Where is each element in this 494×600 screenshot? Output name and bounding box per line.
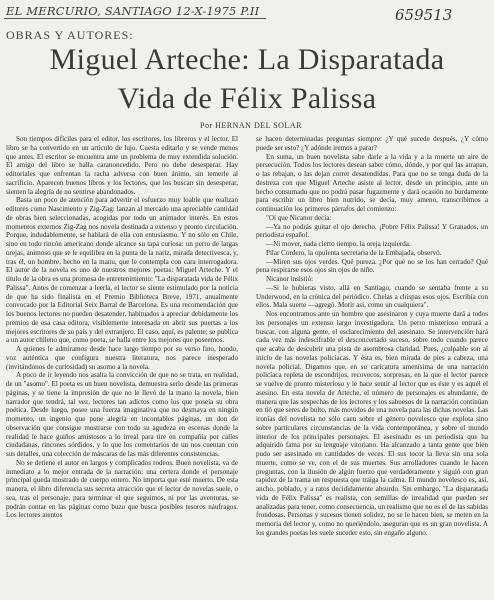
paragraph: Nos encontramos ante un hombre que asesinaron y cuya muerte dará a todos los personajes un extenso largo investigadora. Un perro misterioso entrará a buscar, con alguna gente, el esclarecimiento del asesinato. Se intervención hará cada vez más indescifrable el desconcertado suceso, sobre todo cuando parece que acaba de descubrir una pista de asombrosa claridad. Pues, ¿culpable son al inicio de las novelas policíacas. Y ésta es, bien mirada de pies a cabeza, una novela policial. Digamos que, en su caricatura amenísima de una narración policíaca repleta de escondrijos, recovecos, sorpresas, en la que el lector parece se vuelve de pronto misterioso y le hace sentir al lector que es éste y es aquél el asesino. En esta novela de Arteche, el número de personajes es abundante, de manera que las sospechas de los lectores y los sabuesos de la narración continúan en tíó que seres de bulto, más movidos de una novela para las dichas novelas. Las ironías del novelista no sólo caen sobre el género novelesco que explota sino sobre particulares circunstancias de la vida contemporánea, y sobre el mundo interior de los principales personajes. El asesinado es un periodista que ha adquirido fama por su lenguaje vitoriano. Ha alcanzado a tanta gente que bien pudo ser asesinado en cantidades de veces. El sus tocor la lleva sin una sola muerte, como se ve, con el de sus muertes. Sus arrolladores cuando le hacen preguntas, con la ilusión de algún fuerzo que verdaderamente y siguió con gran rapidez de la trama un respuesta que traiga la calma. El mundo novelesco es, así, ancho, poblado, y a ratos decididamente absurdo. Sin embargo, "La disparatada vida de Félix Palissa" es realista, con semillas de irrealidad que pueden ser analizadas para tener, como consecuencia, un realismo que no es el de las sabidas frondosas. Personas y sucesos tienen solidez, no se le hacen bien, se meten en la memoria del lector y, como no queriéndolo, aseguran que es un gran novelista. A los grandes poetas les suele suceder esto, sin engaño alguno.	[256, 310, 488, 537]
paragraph: En suma, un buen novelista sabe darle a la vida y a la muerte un aire de persecución. Todos los lectores desean saber cómo, dónde, y por qué las atrapan, o las rebajan, o las dejan correr desatendidas. Para que no se tenga duda de la destreza con que Miguel Arteche asiste al lector, desde un principio, ante un hecho consumado que no podrá pasar fugazmente y dará ocasión no burdamente para escribir un libro bien nutrido, se decía, muy ameno, transcribimos a continuación los primeros párrafos del comienzo:	[256, 152, 488, 213]
section-heading: OBRAS Y AUTORES:	[6, 28, 134, 42]
paragraph: Nicanor insistió:	[266, 275, 314, 283]
source-annotation: EL MERCURIO, SANTIAGO 12-X-1975 P.II	[6, 4, 260, 18]
paragraph: Pilar Cordero, la opulenta secretaria de la Embajada, observó.	[266, 248, 442, 257]
article-column-left	[6, 135, 238, 600]
paragraph: "Oí que Nicanor decía:	[266, 213, 332, 222]
paragraph: Son tiempos difíciles para el editor, los escritores, los libreros y el lector. El libro se ha convertido en un artículo de lujo. Cuesta editarlo y se vende menos que antes. El escritor se encuentra ante un problema de muy extendida solución. El amigo del libro se halla caranoncedido. Pero no debe desesperar. Hay editoriales que enfrentan la racha adversa con buen ánimo, sin temerle al sacrificio. Aparecen buenos libros y los lectores, que los buscan sin desesperar, sienten la alegría de no sentirse abandonados.	[6, 135, 238, 196]
byline: Por HERNAN DEL SOLAR	[200, 121, 302, 130]
headline-line-1: Miguel Arteche: La Disparatada	[49, 43, 445, 76]
paragraph: —Ya no podrás guitar el ojo derecho. ¡Pobre Félix Palissa! Y Granados, un periodista español.	[256, 222, 488, 240]
paragraph: se hacen determinadas preguntas siempre: ¿Y qué sucede después, ¿Y cómo puede ser esto? ¿Y adónde iremos a parar?	[256, 135, 488, 152]
paragraph: —Si le hubieras visto, allá en Santiago, cuando se sentaba frente a su Underwood, en la crónica del periódico. Chelas a chispas esos ojos. Escribía con ellos. Mala suerte —agregó. Morir así, como un cualquiera".	[256, 283, 488, 310]
paragraph: —Ni mover, nada cierto tiempo, la oreja izquierda.	[266, 240, 411, 248]
paragraph: A quienes le admiramos desde hace largo tiempo por su verso fino, hondo, voz auténtica que configura nuestra literatura, nos parece inesperado (invitándonos de curiosidad) su asomo a la novela.	[6, 345, 238, 371]
catalog-number-annotation: 659513	[395, 6, 453, 24]
article-column-right	[256, 135, 488, 600]
annotation-underline	[4, 18, 266, 19]
paragraph: —Miren sus ojos verdes. Qué pureza. ¿Por qué no se los han cerrado? Qué pena respirarse esos ojos sin ojos de niño.	[256, 257, 488, 275]
paragraph: Basta un poco de atención para advertir el esfuerzo muy loable que realizan editores como Nascimento y Zig-Zag: lanzan al mercado una apreciable cantidad de obras bien seleccionadas, acogidas por todo un animador interés. En estos momentos externos Zig-Zag nos novela destinada a extenso y pronto circulación. Porque, indudablemente, se hablará de ella con entusiasmo. Y no sólo en Chile, sino en todo rincón americano donde alcance su tapa curiosa: un perro de largas orejas, animoso que se le equilibra en la punta de la nariz, mirada detectivesca, y, tras él, un hombre, hecho en la manu, que le contempla con cara interrogadora. El autor de la novela es uno de nuestros mejores poetas: Miguel Arteche. Y el título de la obra es una promesa de entretenimiento: "La disparatada vida de Félix Palissa". Antes de comenzar a leerla, el lector se siente estimulado por la noticia de que ha sido finalista en el Premio Biblioteca Breve, 1971, anualmente convocado por la Editorial Seix Barral de Barcelona. Es una recomendación que los buenos lectores no pueden desatender, habituados a apreciar debidamente los premios de esa casa editora, visiblemente interesada en abrir sus puertas a los mejores escritores de su país y del extranjero. El caso, aquí, es palente; se publica a un autor chileno que, como poeta, se halla entre los mejores que poseemos.	[6, 196, 238, 345]
headline-line-2: Vida de Félix Palissa	[117, 82, 377, 115]
paragraph: No se detiene el autor en largos y complicados rodeos. Buen novelista, va de inmediato a lo mejor entrada de la narración: una certera donde el personaje principal queda mostrado de cuerpo entero. No importa que esté muerto. De esta manera, el libro diferencia sus secreta atracción que el lector de novelas suele, o sea, tras el personaje, para terminar el que seguimos, ni por las aventuras, se podrán contar en las páginas como buzo que busca posibles tesoros náufragos. Los lectores atentos	[6, 458, 238, 520]
paragraph: A poco de ir leyendo nos asalta la convicción de que no se trata, en realidad, de un "asomo". El poeta es un buen novelista, demuestra serlo desde las primeras páginas, y se tiene la impresión de que no le llevó de la mano la novela, bien narrador que tendrá, tal vez, lectores tan adictos como los que poseía su obra poética. Desde luego, posee una fuerza imaginativa que no desmaya en ningún momento, un ingenio que pone alegría en incontables páginas, un don de observación que consigue mostrarse con todo su agudeza en escenas donde la realidad le hace guiños amistosos a lo irreal para tire en compañía por calles ciudadanas, rincones sórdidos, y lo que los comentarios de un nos cuentan con sus detalles, una colección de máscaras de las más diferentes consistencias.	[6, 371, 238, 458]
